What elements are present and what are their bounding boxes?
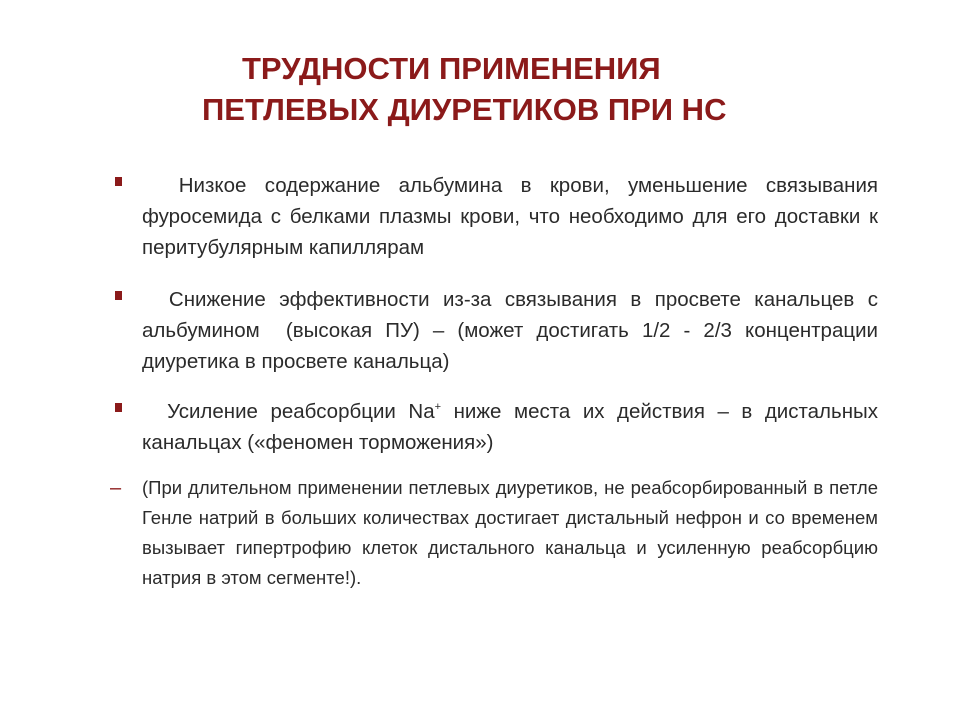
slide-title <box>0 48 960 130</box>
bullet-item-3-superscript: + <box>434 401 442 414</box>
bullet-marker-3 <box>115 403 122 412</box>
slide-title-line-2: ПЕТЛЕВЫХ ДИУРЕТИКОВ ПРИ НС <box>202 92 727 127</box>
bullet-item-1 <box>142 170 884 263</box>
sub-item <box>142 473 878 593</box>
bullet-item-2 <box>142 284 884 377</box>
sub-item-dash-marker: – <box>110 477 122 499</box>
sub-item-text: (При длительном применении петлевых диуретиков, не реабсорбированный в петле Генле натрий в больших количествах достигает дистальный нефрон и со временем вызывает гипертрофию клеток дистального канальца и усиленную реабсорбцию натрия в этом сегменте!). <box>142 477 878 588</box>
slide-title-line-1: ТРУДНОСТИ ПРИМЕНЕНИЯ <box>242 51 661 86</box>
bullet-item-2-text: Снижение эффективности из-за связывания в просвете канальцев с альбумином (высокая ПУ) – (может достигать 1/2 - 2/3 концентрации диуретика в просвете канальца) <box>142 288 884 373</box>
bullet-item-3 <box>142 396 884 458</box>
bullet-marker-2 <box>115 291 122 300</box>
bullet-item-3-text-after: ниже места их действия – в дистальных канальцах («феномен торможения») <box>142 400 884 454</box>
bullet-item-3-text-before: Усиление реабсорбции Na <box>142 400 435 423</box>
bullet-item-1-text: Низкое содержание альбумина в крови, уменьшение связывания фуросемида с белками плазмы крови, что необходимо для его доставки к перитубулярным капиллярам <box>142 174 884 259</box>
bullet-marker-1 <box>115 177 122 186</box>
